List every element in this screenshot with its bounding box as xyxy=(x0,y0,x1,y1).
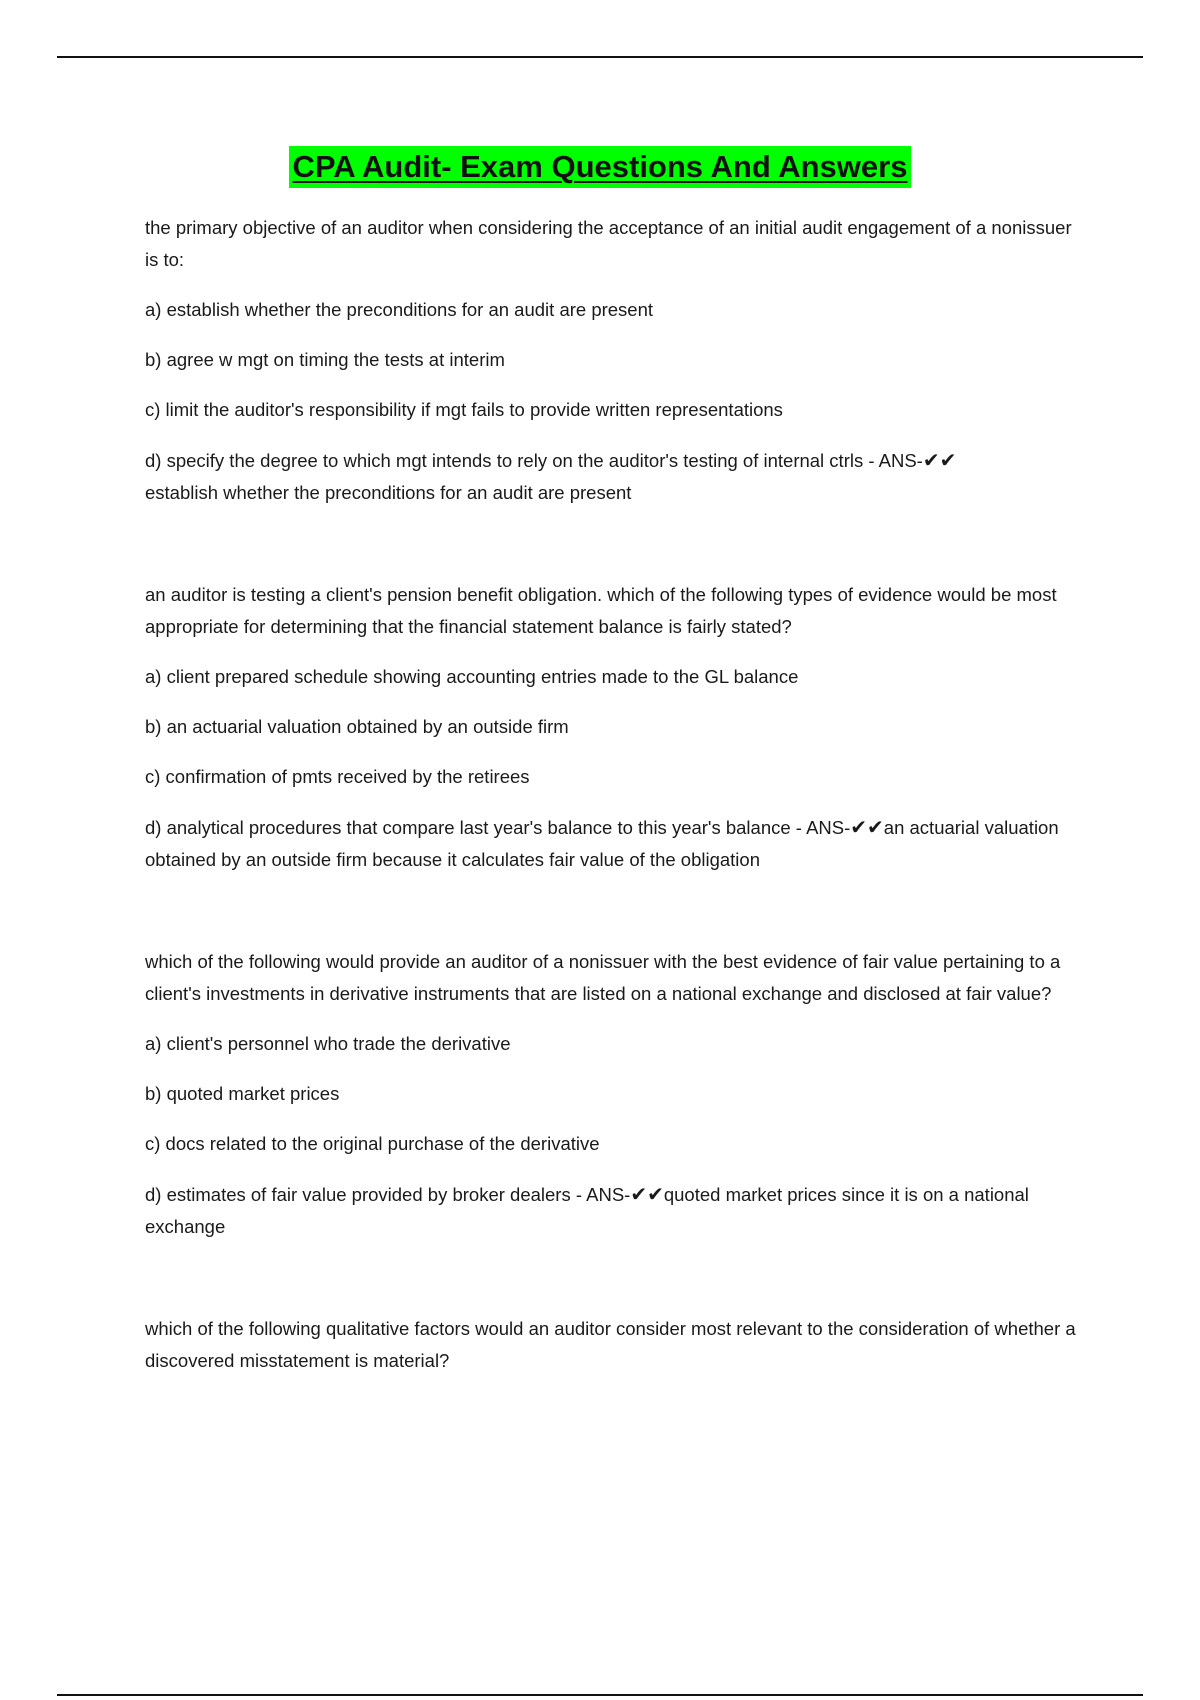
question-text: an auditor is testing a client's pension benefit obligation. which of the following types of evidence would be most appropriate for determining that the financial statement balance is fairly stated? xyxy=(145,584,1057,637)
option-a: a) establish whether the preconditions for an audit are present xyxy=(145,299,654,320)
option-b: b) an actuarial valuation obtained by an outside firm xyxy=(145,716,569,737)
option-c: c) limit the auditor's responsibility if mgt fails to provide written representations xyxy=(145,399,783,420)
question-block-4 xyxy=(145,1313,1090,1377)
header-rule xyxy=(57,56,1143,58)
option-a: a) client prepared schedule showing accounting entries made to the GL balance xyxy=(145,666,799,687)
checkmark-icon: ✔✔ xyxy=(922,448,957,472)
option-d: d) estimates of fair value provided by broker dealers - ANS- xyxy=(145,1184,631,1205)
answer-text: establish whether the preconditions for an audit are present xyxy=(145,482,632,503)
question-text: which of the following would provide an auditor of a nonissuer with the best evidence of fair value pertaining to a client's investments in derivative instruments that are listed on a national exchange and disclosed at fair value? xyxy=(145,951,1061,1004)
answer-text: quoted market prices since it is on a national exchange xyxy=(145,1184,1029,1237)
question-block-1 xyxy=(145,212,1090,509)
option-c: c) docs related to the original purchase of the derivative xyxy=(145,1133,600,1154)
question-text: which of the following qualitative factors would an auditor consider most relevant to the consideration of whether a discovered misstatement is material? xyxy=(145,1318,1076,1371)
checkmark-icon: ✔✔ xyxy=(630,1182,664,1206)
checkmark-icon: ✔✔ xyxy=(850,815,884,839)
document-body xyxy=(145,212,1090,1395)
option-d: d) analytical procedures that compare last year's balance to this year's balance - ANS- xyxy=(145,817,851,838)
question-block-2 xyxy=(145,579,1090,876)
option-a: a) client's personnel who trade the derivative xyxy=(145,1033,511,1054)
question-block-3 xyxy=(145,946,1090,1243)
document-title: CPA Audit- Exam Questions And Answers xyxy=(289,146,912,188)
option-d-with-answer xyxy=(145,444,1090,509)
option-d: d) specify the degree to which mgt intends to rely on the auditor's testing of internal ctrls - ANS- xyxy=(145,450,923,471)
option-b: b) quoted market prices xyxy=(145,1083,340,1104)
option-c: c) confirmation of pmts received by the retirees xyxy=(145,766,530,787)
footer-rule xyxy=(57,1694,1143,1696)
answer-text: an actuarial valuation obtained by an outside firm because it calculates fair value of the obligation xyxy=(145,817,1059,870)
option-d-with-answer xyxy=(145,811,1090,876)
question-text: the primary objective of an auditor when considering the acceptance of an initial audit engagement of a nonissuer is to: xyxy=(145,217,1072,270)
option-b: b) agree w mgt on timing the tests at interim xyxy=(145,349,505,370)
option-d-with-answer xyxy=(145,1178,1090,1243)
title-container xyxy=(0,146,1200,188)
